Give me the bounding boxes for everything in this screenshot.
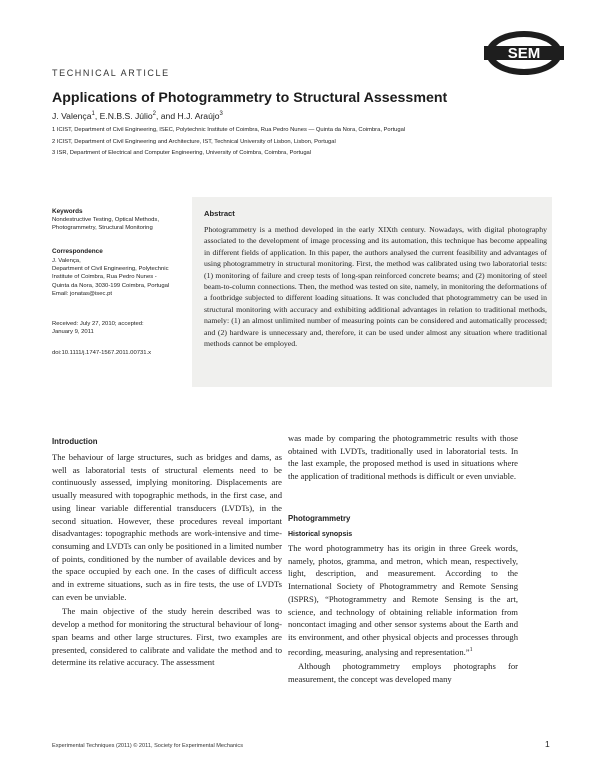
doi[interactable]: doi:10.1111/j.1747-1567.2011.00731.x bbox=[52, 350, 152, 356]
correspondence-line: Department of Civil Engineering, Polytechnic bbox=[52, 266, 169, 273]
sem-logo bbox=[478, 26, 570, 80]
affiliation-number: 3 bbox=[52, 150, 56, 156]
affiliation-text: ICIST, Department of Civil Engineering, ISEC, Polytechnic Institute of Coimbra, Rua Pedro Nunes — Quinta da Nora, Coimbra, Portugal bbox=[55, 127, 406, 133]
article-title: Applications of Photogrammetry to Structural Assessment bbox=[52, 90, 448, 106]
introduction-heading: Introduction bbox=[52, 437, 98, 446]
correspondence-line: Quinta da Nora, 3030-199 Coimbra, Portugal bbox=[52, 282, 170, 289]
photogrammetry-heading: Photogrammetry bbox=[288, 514, 351, 523]
right-paragraph-1: was made by comparing the photogrammetric results with those obtained with LVDTs, traditionally used in laboratorial tests. In the last example, the proposed method is used in situations where the application of traditional methods is difficult or even unviable. bbox=[288, 433, 518, 482]
logo-text: SEM bbox=[507, 45, 541, 62]
historical-paragraph-2: Although photogrammetry employs photographs for measurement, the concept was developed many bbox=[288, 661, 518, 684]
author-sup: 1 bbox=[91, 111, 95, 118]
author-list bbox=[52, 111, 223, 121]
reference-sup[interactable]: 1 bbox=[469, 646, 473, 653]
right-column-bottom bbox=[288, 542, 518, 686]
author-separator: , bbox=[94, 111, 100, 121]
article-type-label: TECHNICAL ARTICLE bbox=[52, 68, 170, 78]
historical-synopsis-heading: Historical synopsis bbox=[288, 531, 353, 538]
affiliation-1 bbox=[52, 127, 405, 133]
author-sup: 2 bbox=[152, 111, 156, 118]
abstract-text: Photogrammetry is a method developed in the early XIXth century. Nowadays, with digital photography associated to the development of image processing and its automation, this technique has become appealing in different fields of application. In this paper, the authors analysed the current feasibility and advantages of using photogrammetry in structural monitoring. First, the method was calibrated using two laboratorial tests: (1) monitoring of failure and creep tests of long-span reinforced concrete beams; and (2) monitoring of steel beam-to-column connections. Then, the method was tested on site, namely, in monitoring the deformations of a footbridge subjected to different loading situations. It was concluded that photogrammetry can be used in structural monitoring with accuracy and exhibiting additional advantages in relation to traditional methods, namely: (1) an almost unlimited number of measuring points can be considered and automatically processed; and (2) hardware is unnecessary and, therefore, it can be used under almost any situation where traditional methods cannot be employed. bbox=[204, 225, 547, 349]
right-column-top bbox=[288, 432, 518, 483]
left-column bbox=[52, 451, 282, 669]
intro-paragraph-1: The behaviour of large structures, such as bridges and dams, as well as laboratorial tests of structural elements need to be continuously assessed, implying monitoring. Displacements are usually measured with topographic methods, in the first case, and using linear variable differential transducers (LVDTs), in the second situation. However, these procedures reveal important disadvantages: topographic methods are work-intensive and time-consuming and LVDTs can only be positioned in a limited number of points, conditioned by the number of available devices and by the space occupied by each one. In the cases of difficult access and in extreme situations, such as in fire tests, the use of LVDTs can even be unviable. bbox=[52, 452, 282, 602]
author-name: E.N.B.S. Júlio bbox=[99, 111, 153, 121]
affiliation-3 bbox=[52, 150, 311, 156]
received-line: Received: July 27, 2010; accepted: bbox=[52, 321, 144, 327]
author-name: H.J. Araújo bbox=[177, 111, 220, 121]
correspondence-email[interactable]: Email: jonatas@isec.pt bbox=[52, 290, 113, 297]
accepted-line: January 9, 2011 bbox=[52, 329, 94, 336]
author-sup: 3 bbox=[219, 111, 223, 118]
keywords-text: Nondestructive Testing, Optical Methods, Photogrammetry, Structural Monitoring bbox=[52, 217, 159, 232]
author-name: J. Valença bbox=[52, 111, 92, 121]
page-number: 1 bbox=[545, 739, 550, 749]
correspondence-block bbox=[52, 257, 188, 298]
correspondence-line: Institute of Coimbra, Rua Pedro Nunes - bbox=[52, 274, 157, 281]
abstract-heading: Abstract bbox=[204, 209, 235, 218]
historical-paragraph-1-text: The word photogrammetry has its origin in three Greek words, namely, photos, gramma, and metron, which mean, respectively, light, description, and measurement. According to the International Society of Photogrammetry and Remote Sensing (ISPRS), “Photogrammetry and Remote Sensing is the art, science, and technology of obtaining reliable information from noncontact imaging and other sensor systems about the Earth and its environment, and other physical objects and processes through recording, measuring, analysing and representation.” bbox=[288, 543, 518, 657]
intro-paragraph-2: The main objective of the study herein described was to develop a method for monitoring the structural behaviour of long-span beams and other large structures. First, two examples are presented, considered to calibrate and validate the method and to determine its relative accuracy. The assessment bbox=[52, 606, 282, 668]
affiliation-number: 2 bbox=[52, 139, 56, 145]
keywords-heading: Keywords bbox=[52, 208, 83, 215]
received-dates bbox=[52, 320, 188, 336]
correspondence-heading: Correspondence bbox=[52, 248, 103, 255]
footer-journal: Experimental Techniques (2011) © 2011, Society for Experimental Mechanics bbox=[52, 743, 243, 749]
affiliation-text: ICIST, Department of Civil Engineering and Architecture, IST, Technical University of Lisbon, Lisbon, Portugal bbox=[55, 139, 336, 145]
historical-paragraph-1 bbox=[288, 542, 518, 658]
author-separator: , and bbox=[155, 111, 178, 121]
affiliation-2 bbox=[52, 139, 336, 145]
affiliation-text: ISR, Department of Electrical and Computer Engineering, University of Coimbra, Coimbra, Portugal bbox=[55, 150, 312, 156]
affiliation-number: 1 bbox=[52, 127, 56, 133]
correspondence-line: J. Valença, bbox=[52, 258, 81, 264]
